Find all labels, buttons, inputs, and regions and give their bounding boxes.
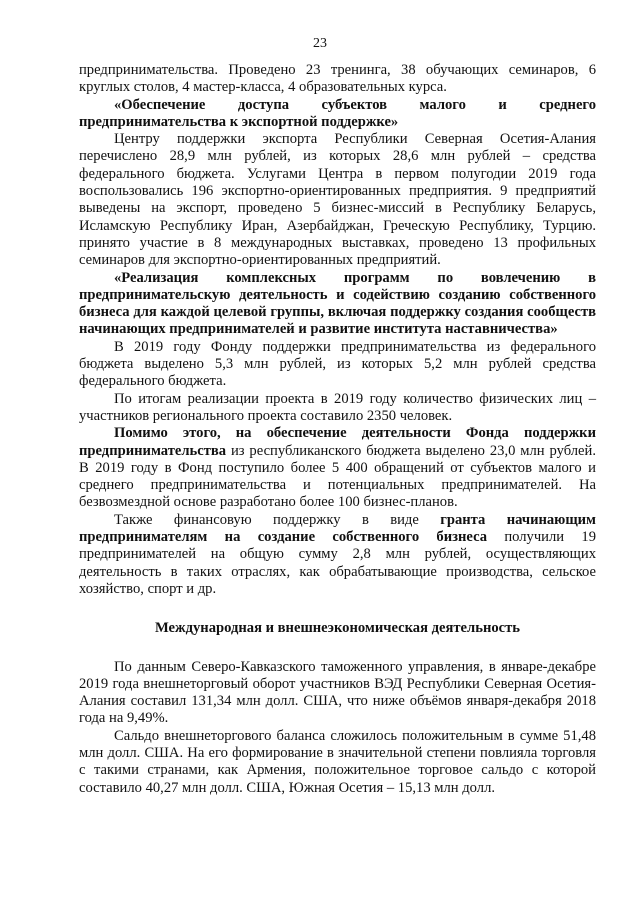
page-number: 23 [313, 36, 327, 51]
paragraph-grants-text: получили 19 предпринимателей на общую сумму 2,8 млн рублей, осуществляющих деятельность в таких отраслях, как обрабатывающие производства, сельское хозяйство, спорт и др. [79, 529, 596, 597]
paragraph-fund-activity-bold: Помимо этого, на обеспечение деятельности Фонда поддержки предпринимательства [79, 425, 596, 459]
paragraph-fund-budget: В 2019 году Фонду поддержки предпринимательства из федерального бюджета выделено 5,3 млн рублей, из которых 5,2 млн рублей средства федерального бюджета. [79, 338, 596, 390]
paragraph-grants [79, 512, 596, 598]
page-content [79, 62, 596, 797]
section-title-international: Международная и внешнеэкономическая деятельность [154, 620, 521, 637]
paragraph-training-results: предпринимательства. Проведено 23 тренинга, 38 обучающих семинаров, 6 круглых столов, 4 мастер-класса, 4 образовательных курса. [79, 62, 596, 96]
heading-complex-programs: «Реализация комплексных программ по вовлечению в предпринимательскую деятельность и содействию созданию собственного бизнеса для каждой целевой группы, включая поддержку создания сообществ начинающих предпринимателей и развитие института наставничества» [79, 269, 596, 338]
paragraph-fund-activity-text: из республиканского бюджета выделено 23,0 млн рублей. В 2019 году в Фонд поступило более 5 400 обращений от субъектов малого и среднего предпринимательства и потенциальных предпринимателей. На безвозмездной основе разработано более 100 бизнес-планов. [79, 442, 596, 511]
paragraph-project-participants: По итогам реализации проекта в 2019 году количество физических лиц – участников регионального проекта составило 2350 человек. [79, 390, 596, 424]
paragraph-grants-bold: гранта начинающим предпринимателям на создание собственного бизнеса [79, 511, 597, 546]
paragraph-trade-balance: Сальдо внешнеторгового баланса сложилось положительным в сумме 51,48 млн долл. США. На его формирование в значительной степени повлияла торговля с такими странами, как Армения, положительное торговое сальдо с которой составило 40,27 млн долл. США, Южная Осетия – 15,13 млн долл. [79, 727, 596, 796]
paragraph-export-center: Центру поддержки экспорта Республики Северная Осетия-Алания перечислено 28,9 млн рублей, из которых 28,6 млн рублей – средства федерального бюджета. Услугами Центра в первом полугодии 2019 года воспользовались 196 экспортно-ориентированных предприятия. 9 предприятий выведены на экспорт, проведено 5 бизнес-миссий в Республику Беларусь, Исламскую Республику Иран, Азербайджан, Греческую Республику, Турцию. принято участие в 8 международных выставках, проведено 13 профильных семинаров для экспортно-ориентированных предприятий. [79, 131, 596, 269]
paragraph-grants-start: Также финансовую поддержку в виде [114, 511, 441, 528]
paragraph-foreign-trade: По данным Северо-Кавказского таможенного управления, в январе-декабре 2019 года внешнеторговый оборот участников ВЭД Республики Северная Осетия-Алания составил 131,34 млн долл. США, что ниже объёмов января-декабря 2018 года на 9,49%. [79, 658, 596, 727]
heading-export-support: «Обеспечение доступа субъектов малого и среднего предпринимательства к экспортной поддержке» [79, 96, 596, 130]
paragraph-fund-activity [79, 425, 596, 511]
